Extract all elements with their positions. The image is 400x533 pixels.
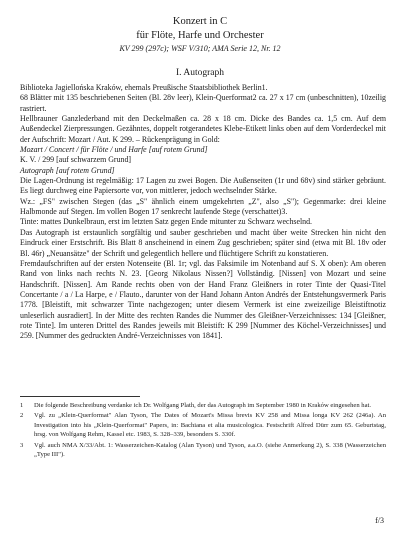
work-title: Konzert in C <box>172 16 228 27</box>
footnote-number: 1 <box>20 402 24 409</box>
body-text <box>20 83 386 342</box>
spine-line-3: Autograph [auf rotem Grund] <box>20 165 115 175</box>
section-heading: I. Autograph <box>175 68 225 78</box>
footnote-text: Vgl. auch NMA X/33/Abt. 1: Wasserzeichen-Katalog (Alan Tyson) und Tyson, a.a.O. (siehe Anmerkung 2), S. 338 (Wasserzeichen „Type III"). <box>34 441 386 459</box>
footnote-text: Vgl. zu „Klein-Querformat" Alan Tyson, The Dates of Mozart's Missa brevis KV 258 and Missa longa KV 262 (246a). An Investigation into his „Klein-Querformat" Papers, in: Bachiana et alia musicologica. Festschrift Alfred Dürr zum 65. Geburtstag, hrsg. von Wolfgang Rehm, Kassel etc. 1983, S. 328–339, besonders S. 330f. <box>34 412 386 439</box>
page-number: f/3 <box>375 516 384 525</box>
paragraph-handwriting: Das Autograph ist erstaunlich sorgfältig und sauber geschrieben und macht über weite Strecken hin nicht den Eindruck einer Erstschrift. Bis Blatt 8 anscheinend in einem Zug geschrieben; später sind (etwa mit Bl. 18v oder Bl. 46r) „Neuansätze" der Schrift und gelegentlich hellere und flüchtigere Schrift zu konstatieren. <box>20 227 386 258</box>
footnote-2 <box>20 411 386 439</box>
paragraph-format: 68 Blätter mit 135 beschriebenen Seiten (Bl. 28v leer), Klein-Querformat2 ca. 27 x 17 cm (unbeschnitten), 10zeilig rastriert. <box>20 93 386 113</box>
paragraph-binding: Hellbrauner Ganzlederband mit den Deckelmaßen ca. 28 x 18 cm. Dicke des Bandes ca. 1,5 cm. Auf dem Außendeckel Zierpressungen. Gezähntes, doppelt rotgerandetes Klebe-Etikett links oben auf dem Vorderdeckel mit der Aufschrift: Mozart / Aut. K 299. – Rückenprägung in Gold: <box>20 114 386 144</box>
paragraph-ink: Tinte: mattes Dunkelbraun, erst im letzten Satz gegen Ende mitunter zu Schwarz wechselnd. <box>20 217 313 227</box>
footnote-number: 3 <box>20 441 24 449</box>
footnote-1 <box>20 401 386 410</box>
catalog-line: KV 299 (297c); WSF V/310; AMA Serie 12, Nr. 12 <box>119 44 281 53</box>
spine-line-2: K. V. / 299 [auf schwarzem Grund] <box>20 155 132 165</box>
spine-line-1: Mozart / Concert / für Flöte / und Harfe [auf rotem Grund] <box>20 145 208 155</box>
paragraph-annotations: Fremdaufschriften auf der ersten Notenseite (Bl. 1r; vgl. das Faksimile im Notenband auf S. X oben): Am oberen Rand von links nach rechts N. 23. [Georg Nikolaus Nissen?] Vollständig. [Nissen] von Mozart und seine Handschrift. [Nissen]. Am Rande rechts oben von der Hand Franz Gleißners in roter Tinte der Quasi-Titel Concertante / a / La Harpe, e / Flauto., darunter von der Hand Johann Anton Andrés der Entstehungsvermerk Paris 1778. [Bleistift, mit schwarzer Tinte nachgezogen; unter diesem Vermerk ist eine zweizeilige Bleistiftnotiz unleserlich ausradiert]. In der Mitte des rechten Randes die Nummer des Gleißner-Verzeichnisses: 134 [Gleißner, rote Tinte]. Im unteren Drittel des Randes jeweils mit Bleistift: K 299 [Nummer des Köchel-Verzeichnisses] und 259. [Nummer des gedruckten André-Verzeichnisses von 1841]. <box>20 258 386 341</box>
footnote-text: Die folgende Beschreibung verdanke ich Dr. Wolfgang Plath, der das Autograph im September 1980 in Kraków eingesehen hat. <box>34 402 372 409</box>
paragraph-watermark: Wz.: „FS" zwischen Stegen (das „S" ähnlich einem umgekehrten „Z", also „S"); Gegenmarke: drei kleine Halbmonde auf Stegen. Im vollen Bogen 17 senkrecht laufende Stege (verschattet)3. <box>20 196 386 217</box>
footnote-number: 2 <box>20 412 24 420</box>
footnote-rule <box>20 396 140 397</box>
paragraph-provenance: Biblioteka Jagiellońska Kraków, ehemals Preußische Staatsbibliothek Berlin1. <box>20 83 268 92</box>
footnotes <box>20 401 386 460</box>
footnote-3 <box>20 441 386 460</box>
paragraph-gatherings: Die Lagen-Ordnung ist regelmäßig: 17 Lagen zu zwei Bogen. Die Außenseiten (1r und 68v) sind stärker gebräunt. Es liegt durchweg eine Papiersorte vor, von mittlerer, jedoch wechselnder Stärke. <box>20 176 386 196</box>
work-subtitle: für Flöte, Harfe und Orchester <box>136 30 264 41</box>
